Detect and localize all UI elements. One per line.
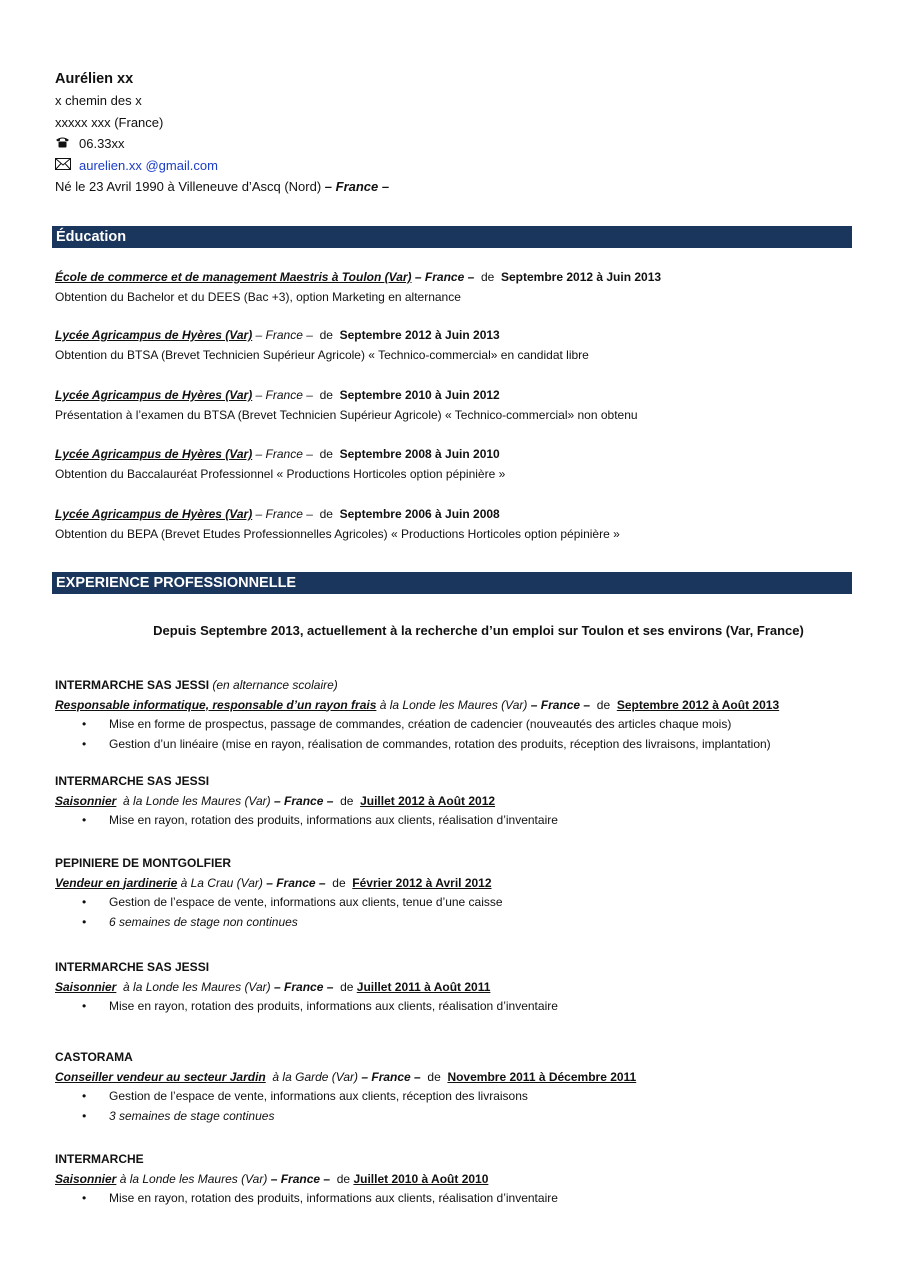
job-role: Responsable informatique, responsable d’un rayon frais — [55, 697, 377, 712]
experience-heading: EXPERIENCE PROFESSIONNELLE — [52, 572, 852, 594]
de-label: de — [319, 388, 333, 402]
job-entry — [55, 1048, 636, 1126]
period: Septembre 2012 à Juin 2013 — [339, 328, 500, 342]
de-label: de — [427, 1069, 441, 1084]
company-note: (en alternance scolaire) — [212, 678, 338, 692]
country: – France – — [274, 793, 334, 808]
email-line — [55, 155, 389, 177]
phone-number: 06.33xx — [79, 136, 125, 151]
job-role: Saisonnier — [55, 979, 117, 994]
job-bullet: • Gestion de l’espace de vente, informations aux clients, réception des livraisons — [55, 1087, 636, 1107]
address-line-2: xxxxx xxx (France) — [55, 114, 164, 130]
de-label: de — [319, 447, 333, 461]
de-label: de — [332, 875, 346, 890]
period: Juillet 2012 à Août 2012 — [360, 793, 496, 808]
de-label: de — [319, 507, 333, 521]
school-name: Lycée Agricampus de Hyères (Var) — [55, 328, 253, 342]
country: – France – — [255, 388, 313, 402]
address-line-1: x chemin des x — [55, 93, 142, 108]
country: – France – — [270, 1171, 331, 1186]
job-bullet: • Mise en forme de prospectus, passage de commandes, création de cadencier (nouveautés des articles chaque mois) — [55, 715, 779, 735]
education-entry — [55, 268, 661, 307]
job-location: à la Londe les Maures (Var) — [119, 1171, 268, 1186]
company-name: INTERMARCHE SAS JESSI — [55, 678, 210, 692]
school-name: École de commerce et de management Maestris à Toulon (Var) — [55, 270, 412, 284]
birth-country: – France – — [324, 179, 390, 194]
job-bullet: • Mise en rayon, rotation des produits, informations aux clients, réalisation d’inventaire — [55, 811, 558, 831]
education-entry — [55, 505, 620, 544]
telephone-icon — [55, 133, 73, 155]
job-bullet: • Mise en rayon, rotation des produits, informations aux clients, réalisation d’inventaire — [55, 1189, 558, 1209]
company-name: INTERMARCHE SAS JESSI — [55, 774, 210, 788]
job-location: à La Crau (Var) — [180, 875, 263, 890]
period: Novembre 2011 à Décembre 2011 — [447, 1069, 637, 1084]
period: Février 2012 à Avril 2012 — [352, 875, 492, 890]
period: Septembre 2012 à Août 2013 — [616, 697, 780, 712]
education-entry — [55, 326, 589, 365]
education-detail: Obtention du BTSA (Brevet Technicien Supérieur Agricole) « Technico-commercial» en candidat libre — [55, 347, 589, 362]
period: Juillet 2010 à Août 2010 — [353, 1171, 489, 1186]
country: – France – — [414, 270, 475, 284]
job-bullet: • Gestion d’un linéaire (mise en rayon, réalisation de commandes, rotation des produits, réception des livraisons, implantation) — [55, 735, 779, 755]
job-location: à la Londe les Maures (Var) — [123, 979, 271, 994]
job-role: Vendeur en jardinerie — [55, 875, 178, 890]
envelope-icon — [55, 155, 73, 177]
email-link[interactable]: aurelien.xx @gmail.com — [79, 157, 218, 173]
job-bullet: • Mise en rayon, rotation des produits, informations aux clients, réalisation d’inventaire — [55, 997, 558, 1017]
job-location: à la Londe les Maures (Var) — [379, 697, 528, 712]
country: – France – — [255, 328, 313, 342]
birth-text: Né le 23 Avril 1990 à Villeneuve d’Ascq (Nord) — [55, 179, 322, 194]
period: Septembre 2006 à Juin 2008 — [339, 507, 500, 521]
job-location: à la Londe les Maures (Var) — [123, 793, 271, 808]
school-name: Lycée Agricampus de Hyères (Var) — [55, 507, 253, 521]
country: – France – — [266, 875, 326, 890]
de-label: de — [340, 793, 354, 808]
job-bullet: • 3 semaines de stage continues — [55, 1107, 636, 1127]
job-location: à la Garde (Var) — [272, 1069, 359, 1084]
job-role: Saisonnier — [55, 793, 117, 808]
job-bullet: • 6 semaines de stage non continues — [55, 913, 503, 933]
company-name: INTERMARCHE — [55, 1152, 144, 1166]
job-entry — [55, 1150, 558, 1209]
job-role: Conseiller vendeur au secteur Jardin — [55, 1069, 266, 1084]
job-entry — [55, 854, 503, 932]
de-label: de — [336, 1171, 351, 1186]
country: – France – — [274, 979, 334, 994]
job-entry — [55, 772, 558, 831]
education-detail: Obtention du BEPA (Brevet Etudes Professionnelles Agricoles) « Productions Horticoles option pépinière » — [55, 526, 620, 541]
period: Septembre 2010 à Juin 2012 — [339, 388, 500, 402]
person-name: Aurélien xx — [55, 71, 134, 87]
education-detail: Obtention du Baccalauréat Professionnel « Productions Horticoles option pépinière » — [55, 466, 506, 481]
job-bullet: • Gestion de l’espace de vente, informations aux clients, tenue d’une caisse — [55, 893, 503, 913]
education-detail: Obtention du Bachelor et du DEES (Bac +3), option Marketing en alternance — [55, 289, 461, 304]
de-label: de — [480, 270, 495, 284]
job-entry — [55, 958, 558, 1017]
de-label: de — [596, 697, 611, 712]
education-heading: Éducation — [52, 226, 852, 248]
education-detail: Présentation à l’examen du BTSA (Brevet Technicien Supérieur Agricole) « Technico-commercial» non obtenu — [55, 407, 638, 422]
company-name: CASTORAMA — [55, 1050, 133, 1064]
phone-line — [55, 133, 389, 155]
education-entry — [55, 445, 505, 484]
de-label: de — [340, 979, 354, 994]
de-label: de — [319, 328, 333, 342]
country: – France – — [530, 697, 591, 712]
company-name: PEPINIERE DE MONTGOLFIER — [55, 856, 232, 870]
country: – France – — [255, 447, 313, 461]
country: – France – — [255, 507, 313, 521]
job-entry — [55, 676, 779, 754]
current-status: Depuis Septembre 2013, actuellement à la recherche d’un emploi sur Toulon et ses environs (Var, France) — [153, 623, 804, 638]
period: Juillet 2011 à Août 2011 — [356, 979, 491, 994]
education-entry — [55, 386, 638, 425]
school-name: Lycée Agricampus de Hyères (Var) — [55, 447, 253, 461]
birth-line — [55, 176, 389, 198]
company-name: INTERMARCHE SAS JESSI — [55, 960, 210, 974]
country: – France – — [361, 1069, 421, 1084]
school-name: Lycée Agricampus de Hyères (Var) — [55, 388, 253, 402]
period: Septembre 2012 à Juin 2013 — [500, 270, 662, 284]
period: Septembre 2008 à Juin 2010 — [339, 447, 500, 461]
job-role: Saisonnier — [55, 1171, 117, 1186]
contact-block — [55, 68, 389, 198]
